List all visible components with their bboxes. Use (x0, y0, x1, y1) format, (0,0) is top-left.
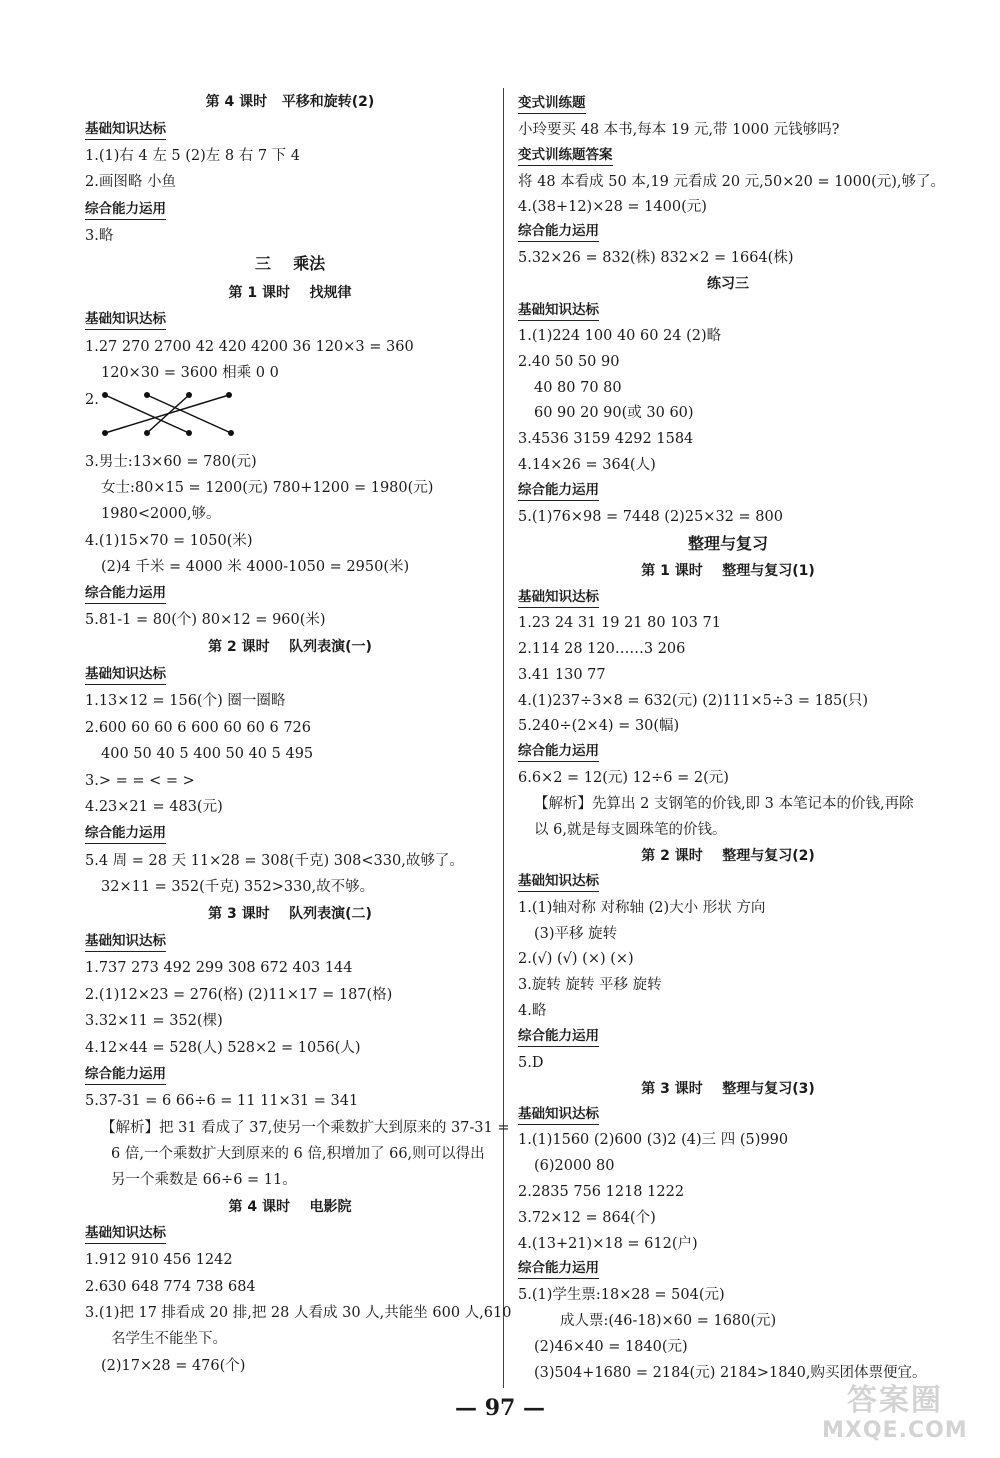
answer-line: 4.(13+21)×18 = 612(户) (518, 1236, 698, 1252)
answer-line: 2. (85, 392, 99, 408)
answer-line: 3.旋转 旋转 平移 旋转 (518, 977, 662, 993)
answer-line: 4.12×44 = 528(人) 528×2 = 1056(人) (85, 1040, 361, 1056)
answer-line: 120×30 = 3600 相乘 0 0 (101, 365, 279, 381)
answer-line: 2.630 648 774 738 684 (85, 1279, 256, 1295)
answer-line: 2.2835 756 1218 1222 (518, 1184, 685, 1200)
answer-line: 2.600 60 60 6 600 60 60 6 726 (85, 720, 311, 736)
answer-line: 1.(1)轴对称 对称轴 (2)大小 形状 方向 (518, 900, 766, 916)
answer-line: (2)17×28 = 476(个) (101, 1358, 246, 1374)
answer-line: (6)2000 80 (534, 1158, 615, 1174)
section-heading: 综合能力运用 (85, 824, 166, 844)
answer-line: 5.(1)学生票:18×28 = 504(元) (518, 1287, 725, 1303)
lesson-title: 第 1 课时 找规律 (228, 285, 352, 301)
lesson-title: 练习三 (707, 276, 749, 292)
section-heading: 基础知识达标 (518, 872, 599, 892)
match-dot (102, 392, 108, 398)
section-heading: 综合能力运用 (85, 200, 166, 220)
match-line (105, 395, 189, 433)
answer-line: 3.4536 3159 4292 1584 (518, 431, 694, 447)
answer-line: 名学生不能坐下。 (111, 1331, 227, 1347)
matching-lines-figure (99, 389, 239, 441)
section-heading: 变式训练题答案 (518, 146, 613, 166)
answer-line: 60 90 20 90(或 30 60) (534, 405, 694, 421)
page-number: — 97 — (455, 1395, 545, 1421)
answer-line: 5.81-1 = 80(个) 80×12 = 960(米) (85, 612, 326, 628)
answer-line: 2.40 50 50 90 (518, 354, 620, 370)
lesson-title: 第 2 课时 队列表演(一) (208, 639, 372, 655)
watermark-text: 答案圈 (846, 1383, 943, 1418)
match-dot (186, 392, 192, 398)
lesson-title: 第 3 课时 队列表演(二) (208, 906, 372, 922)
section-heading: 基础知识达标 (518, 301, 599, 321)
column-divider (503, 88, 504, 1388)
section-heading: 基础知识达标 (518, 1105, 599, 1125)
answer-line: 女士:80×15 = 1200(元) 780+1200 = 1980(元) (101, 480, 434, 496)
answer-line: 3.略 (85, 228, 114, 244)
chapter-title: 三 乘法 (254, 254, 326, 273)
match-dot (228, 430, 234, 436)
section-heading: 综合能力运用 (518, 481, 599, 501)
answer-line: 40 80 70 80 (534, 380, 622, 396)
section-heading: 基础知识达标 (518, 588, 599, 608)
lesson-title: 第 3 课时 整理与复习(3) (641, 1081, 815, 1097)
question-line: 小玲要买 48 本书,每本 19 元,带 1000 元钱够吗? (518, 122, 840, 138)
answer-line: 2.(√) (√) (×) (×) (518, 951, 634, 967)
answer-line: 1.912 910 456 1242 (85, 1252, 233, 1268)
answer-line: 3.男士:13×60 = 780(元) (85, 454, 257, 470)
answer-line: 4.(38+12)×28 = 1400(元) (518, 199, 707, 215)
section-heading: 综合能力运用 (518, 222, 599, 242)
answer-line: 5.4 周 = 28 天 11×28 = 308(千克) 308<330,故够了。 (85, 853, 464, 869)
section-heading: 综合能力运用 (518, 1259, 599, 1279)
lesson-title: 第 4 课时 电影院 (228, 1199, 352, 1215)
explanation-line: 另一个乘数是 66÷6 = 11。 (111, 1172, 297, 1188)
lesson-title: 第 2 课时 整理与复习(2) (641, 848, 815, 864)
match-dot (102, 430, 108, 436)
explanation-line: 6 倍,一个乘数扩大到原来的 6 倍,积增加了 66,则可以得出 (111, 1146, 485, 1162)
match-dot (186, 430, 192, 436)
answer-line: 5.37-31 = 6 66÷6 = 11 11×31 = 341 (85, 1093, 359, 1109)
watermark-logo (822, 1384, 968, 1444)
answer-line: 400 50 40 5 400 50 40 5 495 (101, 746, 314, 762)
answer-line: 4.(1)15×70 = 1050(米) (85, 533, 253, 549)
answer-line: 4.14×26 = 364(人) (518, 457, 656, 473)
answer-line: 3.32×11 = 352(棵) (85, 1013, 223, 1029)
section-heading: 基础知识达标 (85, 310, 166, 330)
answer-line: 2.(1)12×23 = 276(格) (2)11×17 = 187(格) (85, 987, 393, 1003)
section-heading: 综合能力运用 (518, 742, 599, 762)
lesson-title: 第 1 课时 整理与复习(1) (641, 563, 815, 579)
answer-line: 3.72×12 = 864(个) (518, 1210, 656, 1226)
chapter-title: 整理与复习 (687, 534, 768, 553)
answer-line: 1.13×12 = 156(个) 圈一圈略 (85, 693, 286, 709)
explanation-line: 以 6,就是每支圆珠笔的价钱。 (534, 822, 727, 838)
answer-line: 1.737 273 492 299 308 672 403 144 (85, 960, 353, 976)
match-line (147, 395, 189, 433)
match-dot (226, 392, 232, 398)
answer-line: (2)46×40 = 1840(元) (534, 1339, 688, 1355)
answer-line: 5.(1)76×98 = 7448 (2)25×32 = 800 (518, 509, 783, 525)
answer-line: 1.23 24 31 19 21 80 103 71 (518, 615, 721, 631)
section-heading: 综合能力运用 (518, 1027, 599, 1047)
section-heading: 综合能力运用 (85, 1065, 166, 1085)
match-dot (144, 392, 150, 398)
match-dot (144, 430, 150, 436)
answer-line: 5.32×26 = 832(株) 832×2 = 1664(株) (518, 250, 794, 266)
answer-line: 2.画图略 小鱼 (85, 174, 176, 190)
section-heading: 基础知识达标 (85, 120, 166, 140)
match-line (147, 395, 231, 433)
answer-line: 将 48 本看成 50 本,19 元看成 20 元,50×20 = 1000(元),够了。 (518, 174, 946, 190)
answer-line: 5.D (518, 1055, 544, 1071)
answer-line: 5.240÷(2×4) = 30(幅) (518, 718, 680, 734)
answer-line: 1.(1)右 4 左 5 (2)左 8 右 7 下 4 (85, 148, 301, 164)
watermark-url: MXQE.COM (822, 1418, 968, 1443)
answer-line: (3)504+1680 = 2184(元) 2184>1840,购买团体票便宜。 (534, 1365, 927, 1381)
explanation-line: 【解析】先算出 2 支钢笔的价钱,即 3 本笔记本的价钱,再除 (534, 796, 914, 812)
answer-line: 4.(1)237÷3×8 = 632(元) (2)111×5÷3 = 185(只) (518, 693, 869, 709)
answer-line: 32×11 = 352(千克) 352>330,故不够。 (101, 879, 375, 895)
answer-line: (3)平移 旋转 (534, 926, 618, 942)
answer-line: 1.27 270 2700 42 420 4200 36 120×3 = 360 (85, 339, 414, 355)
lesson-title: 第 4 课时 平移和旋转(2) (205, 94, 375, 110)
explanation-line: 【解析】把 31 看成了 37,使另一个乘数扩大到原来的 37-31 = (101, 1120, 510, 1136)
answer-line: 3.(1)把 17 排看成 20 排,把 28 人看成 30 人,共能坐 600 人,610 (85, 1305, 512, 1321)
answer-line: 6.6×2 = 12(元) 12÷6 = 2(元) (518, 770, 729, 786)
answer-line: 1.(1)1560 (2)600 (3)2 (4)三 四 (5)990 (518, 1132, 789, 1148)
section-heading: 综合能力运用 (85, 584, 166, 604)
answer-line: 2.114 28 120……3 206 (518, 641, 686, 657)
answer-line: 3.41 130 77 (518, 667, 606, 683)
answer-line: 3.> = = < = > (85, 773, 195, 789)
answer-line: 4.23×21 = 483(元) (85, 799, 223, 815)
answer-line: 1980<2000,够。 (101, 506, 221, 522)
section-heading: 基础知识达标 (85, 932, 166, 952)
answer-line: 1.(1)224 100 40 60 24 (2)略 (518, 328, 722, 344)
answer-line: 成人票:(46-18)×60 = 1680(元) (560, 1313, 777, 1329)
answer-line: (2)4 千米 = 4000 米 4000-1050 = 2950(米) (101, 559, 410, 575)
section-heading: 基础知识达标 (85, 1224, 166, 1244)
section-heading: 变式训练题 (518, 94, 586, 114)
answer-line: 4.略 (518, 1003, 547, 1019)
section-heading: 基础知识达标 (85, 665, 166, 685)
